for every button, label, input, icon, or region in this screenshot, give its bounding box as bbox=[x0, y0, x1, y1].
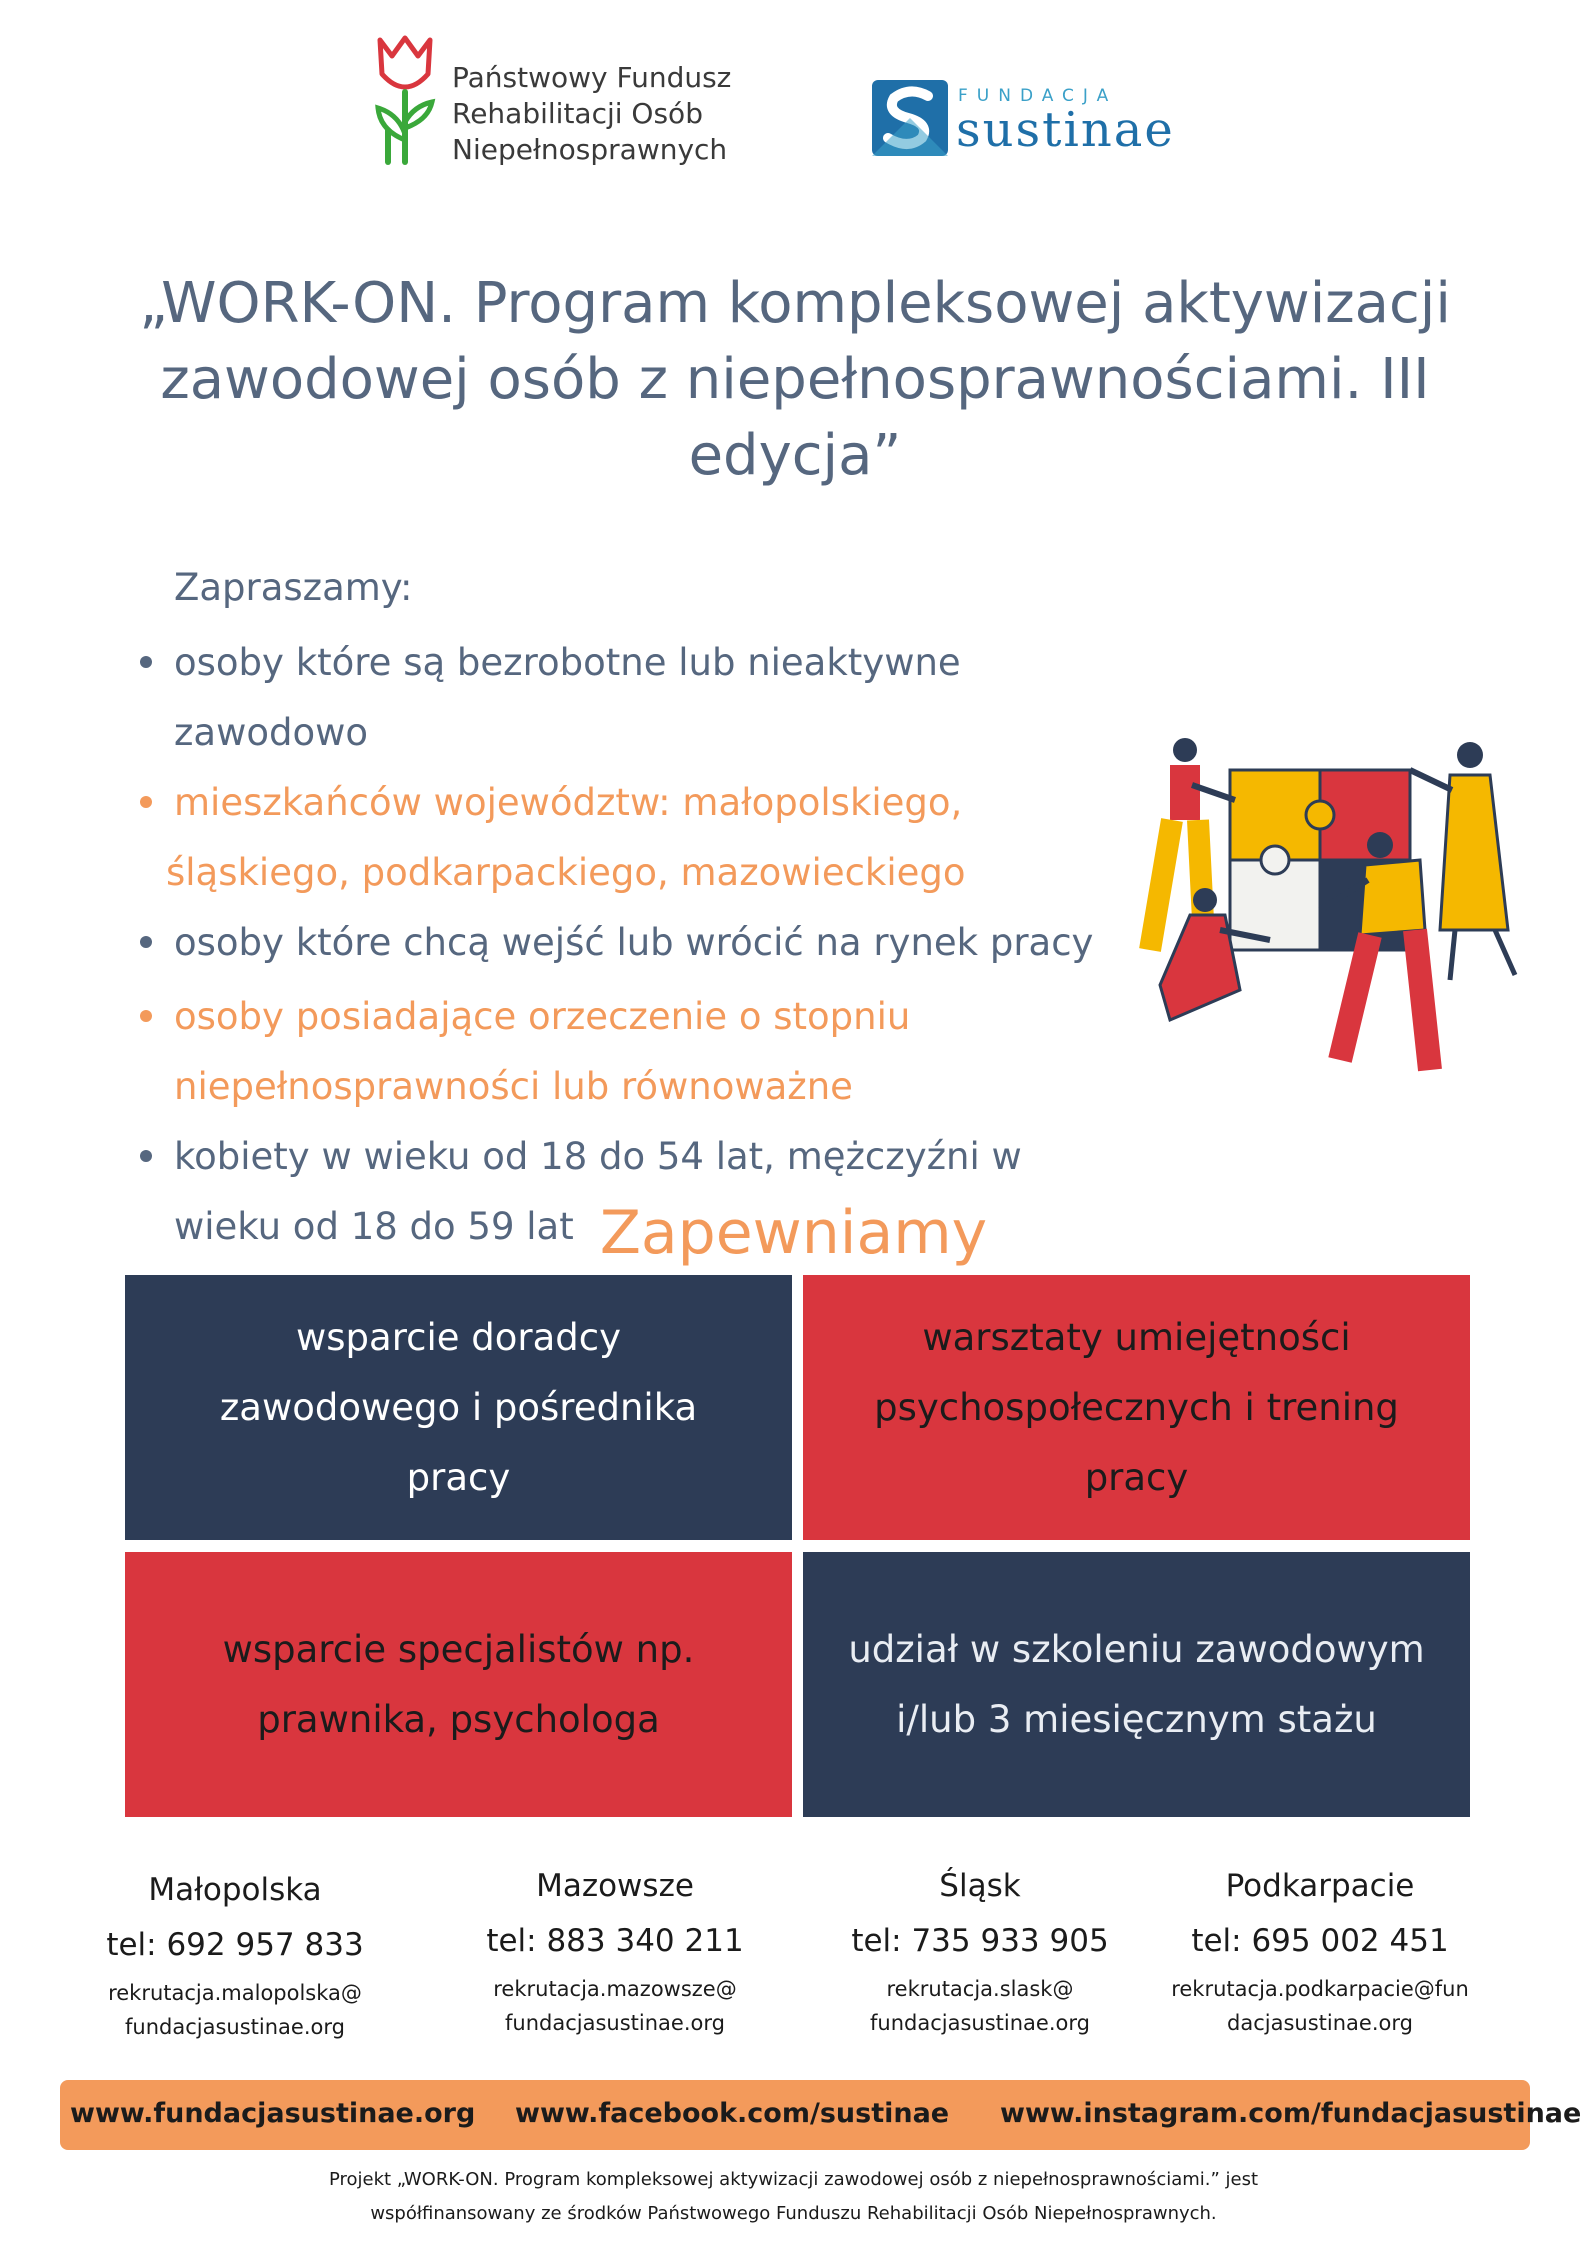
box-line: udział w szkoleniu zawodowym bbox=[848, 1627, 1425, 1671]
email-line: fundacjasustinae.org bbox=[870, 2011, 1090, 2035]
region-phone[interactable]: tel: 883 340 211 bbox=[486, 1923, 744, 1959]
title-line: zawodowej osób z niepełnosprawnościami. III bbox=[160, 347, 1430, 412]
email-line: rekrutacja.slask@ bbox=[886, 1977, 1074, 2001]
region-email[interactable] bbox=[445, 1972, 785, 2040]
box-line: prawnika, psychologa bbox=[257, 1697, 660, 1741]
pfron-line: Niepełnosprawnych bbox=[452, 133, 728, 166]
bullet-dot-icon bbox=[140, 1150, 152, 1162]
tulip-icon bbox=[360, 30, 450, 170]
list-item bbox=[134, 908, 1164, 978]
region-contact-slask bbox=[810, 1866, 1150, 2040]
bullet-line: wieku od 18 do 59 lat bbox=[174, 1205, 574, 1248]
facebook-link[interactable]: www.facebook.com/sustinae bbox=[515, 2098, 950, 2129]
region-phone[interactable]: tel: 692 957 833 bbox=[106, 1927, 364, 1963]
box-line: wsparcie doradcy bbox=[296, 1315, 621, 1359]
bullet-dot-icon bbox=[140, 1010, 152, 1022]
provide-heading: Zapewniamy bbox=[599, 1198, 988, 1268]
bullet-dot-icon bbox=[140, 936, 152, 948]
region-contact-podkarpacie bbox=[1150, 1866, 1490, 2040]
region-name: Podkarpacie bbox=[1225, 1868, 1415, 1904]
region-name: Śląsk bbox=[939, 1868, 1021, 1904]
pfron-name bbox=[452, 60, 731, 168]
pfron-line: Rehabilitacji Osób bbox=[452, 97, 703, 130]
email-line: rekrutacja.mazowsze@ bbox=[493, 1977, 737, 2001]
box-line: zawodowego i pośrednika bbox=[219, 1385, 698, 1429]
email-line: rekrutacja.podkarpacie@fun bbox=[1171, 1977, 1469, 2001]
credit-line: współfinansowany ze środków Państwowego Funduszu Rehabilitacji Osób Niepełnosprawnych. bbox=[370, 2203, 1217, 2224]
region-name: Małopolska bbox=[148, 1872, 322, 1908]
box-line: i/lub 3 miesięcznym stażu bbox=[896, 1697, 1377, 1741]
email-line: fundacjasustinae.org bbox=[505, 2011, 725, 2035]
region-email[interactable] bbox=[65, 1976, 405, 2044]
region-contact-malopolska bbox=[65, 1870, 405, 2044]
list-item bbox=[134, 768, 1164, 908]
email-line: rekrutacja.malopolska@ bbox=[108, 1981, 362, 2005]
sustinae-s-icon bbox=[870, 78, 950, 158]
bullet-line: osoby które są bezrobotne lub nieaktywne zawodowo bbox=[174, 641, 961, 754]
bullet-line: mieszkańców województw: małopolskiego, bbox=[174, 781, 963, 824]
box-line: pracy bbox=[406, 1455, 511, 1499]
box-line: wsparcie specjalistów np. bbox=[222, 1627, 695, 1671]
bullet-line: osoby posiadające orzeczenie o stopniu bbox=[174, 995, 911, 1038]
pfron-logo bbox=[360, 30, 740, 170]
bullet-dot-icon bbox=[140, 656, 152, 668]
bullet-line: osoby które chcą wejść lub wrócić na rynek pracy bbox=[174, 921, 1094, 964]
region-email[interactable] bbox=[810, 1972, 1150, 2040]
title-line: „WORK-ON. Program kompleksowej aktywizacji bbox=[139, 271, 1451, 336]
offer-box-training bbox=[803, 1552, 1470, 1817]
region-phone[interactable]: tel: 695 002 451 bbox=[1191, 1923, 1449, 1959]
region-contact-mazowsze bbox=[445, 1866, 785, 2040]
list-item bbox=[134, 982, 1164, 1122]
puzzle-team-illustration bbox=[1130, 730, 1530, 1080]
credit-line: Projekt „WORK-ON. Program kompleksowej aktywizacji zawodowej osób z niepełnosprawnościami.” jest bbox=[328, 2169, 1259, 2190]
email-line: fundacjasustinae.org bbox=[125, 2015, 345, 2039]
region-name: Mazowsze bbox=[536, 1868, 694, 1904]
bullet-line: śląskiego, podkarpackiego, mazowieckiego bbox=[166, 851, 966, 894]
eligibility-list bbox=[134, 628, 1164, 1262]
box-line: psychospołecznych i trening bbox=[874, 1385, 1399, 1429]
title-line: edycja” bbox=[688, 423, 902, 488]
offer-box-workshops bbox=[803, 1275, 1470, 1540]
pfron-line: Państwowy Fundusz bbox=[452, 61, 732, 94]
offer-box-career-advisor bbox=[125, 1275, 792, 1540]
website-link[interactable]: www.fundacjasustinae.org bbox=[70, 2098, 476, 2129]
offer-box-specialists bbox=[125, 1552, 792, 1817]
box-line: warsztaty umiejętności bbox=[922, 1315, 1351, 1359]
region-email[interactable] bbox=[1150, 1972, 1490, 2040]
bullet-line: niepełnosprawności lub równoważne bbox=[174, 1065, 853, 1108]
list-item bbox=[134, 628, 1164, 768]
page-title bbox=[80, 266, 1510, 494]
instagram-link[interactable]: www.instagram.com/fundacjasustinae bbox=[1000, 2098, 1582, 2129]
email-line: dacjasustinae.org bbox=[1227, 2011, 1413, 2035]
box-line: pracy bbox=[1084, 1455, 1189, 1499]
invite-label: Zapraszamy: bbox=[174, 566, 413, 609]
sustinae-logo bbox=[870, 78, 1210, 168]
funding-credit bbox=[0, 2163, 1587, 2231]
sustinae-name: sustinae bbox=[956, 102, 1175, 158]
sustinae-top-label: FUNDACJA bbox=[958, 86, 1118, 106]
bullet-dot-icon bbox=[140, 796, 152, 808]
bullet-line: kobiety w wieku od 18 do 54 lat, mężczyźni w bbox=[174, 1135, 1022, 1178]
region-phone[interactable]: tel: 735 933 905 bbox=[851, 1923, 1109, 1959]
